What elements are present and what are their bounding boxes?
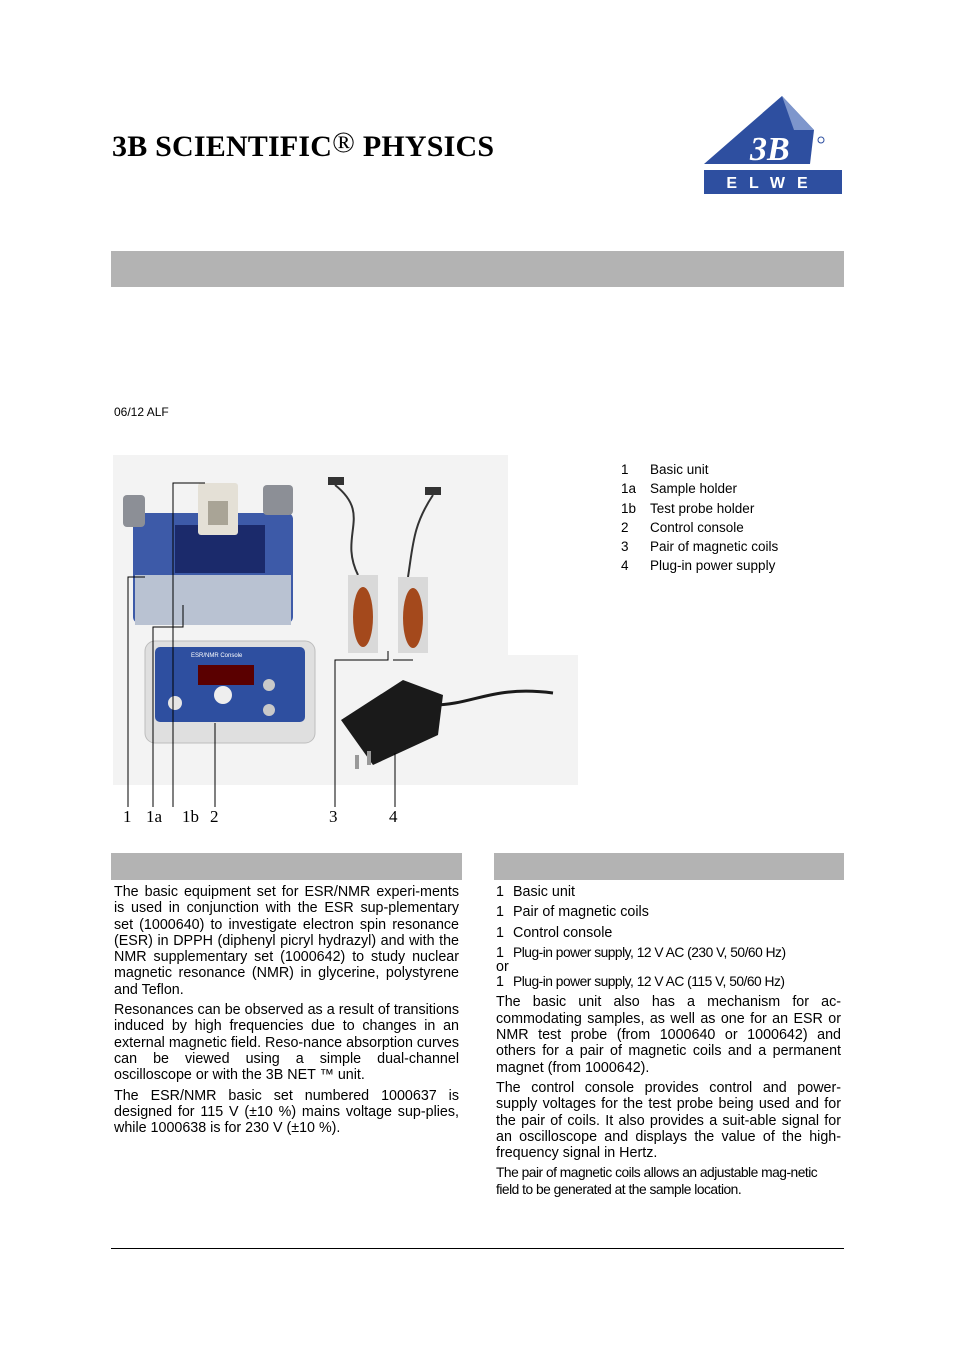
legend-item: 4 Plug-in power supply xyxy=(621,558,776,574)
paragraph: The basic equipment set for ESR/NMR experi-ments is used in conjunction with the ESR sup-plementary set (1000640) to investigate electron spin resonance (ESR) in DPPH (diphenyl picryl hydrazyl) and with the NMR supplementary set (1000642) to study nuclear magnetic resonance (NMR) in glycerine, polystyrene and Teflon. xyxy=(114,884,459,998)
callout-3: 3 xyxy=(329,807,338,826)
callout-2: 2 xyxy=(210,807,219,826)
paragraph: The ESR/NMR basic set numbered 1000637 is designed for 115 V (±10 %) mains voltage sup-plies, while 1000638 is for 230 V (±10 %). xyxy=(114,1087,459,1137)
brand-left: 3B SCIENTIFIC xyxy=(112,130,333,163)
list-item: 1 Basic unit xyxy=(496,884,575,900)
product-photo xyxy=(113,455,578,830)
footer-rule xyxy=(111,1248,844,1249)
list-item: 1 Pair of magnetic coils xyxy=(496,904,649,921)
elwe-logo xyxy=(702,96,842,194)
figure-legend xyxy=(621,460,778,576)
legend-item: 1 Basic unit xyxy=(621,462,709,477)
description-column xyxy=(114,884,459,1140)
callout-4: 4 xyxy=(389,807,398,826)
callout-1: 1 xyxy=(123,807,132,826)
paragraph: The control console provides control and power-supply voltages for the test probe being used and for the pair of coils. It also provides a suit-able signal for an oscilloscope and displays the value of the high-frequency signal in Hertz. xyxy=(496,1079,841,1162)
paragraph: The basic unit also has a mechanism for ac-commodating samples, as well as one for an ESR or NMR test probe (from 1000640 or 1000642) and others for a pair of magnetic coils and a permanent magnet (from 1000642). xyxy=(496,994,841,1076)
control-console-image xyxy=(145,641,315,743)
brand-right: PHYSICS xyxy=(355,130,495,163)
legend-item: 1b Test probe holder xyxy=(621,500,755,516)
title-bar xyxy=(111,251,844,287)
legend-item: 2 Control console xyxy=(621,519,744,535)
list-item: 1 Plug-in power supply, 12 V AC (115 V, 50/60 Hz) xyxy=(496,974,785,991)
section-bar-scope xyxy=(494,853,844,880)
brand-title xyxy=(112,126,495,164)
scope-column xyxy=(496,884,841,1198)
callout-1a: 1a xyxy=(146,807,163,826)
legend-item: 1a Sample holder xyxy=(621,481,738,497)
section-bar-description xyxy=(111,853,462,880)
logo-sub: ELWE xyxy=(726,175,820,192)
registered-mark: ® xyxy=(332,126,356,159)
date-code: 06/12 ALF xyxy=(114,405,169,419)
callout-1b: 1b xyxy=(182,807,199,826)
paragraph: Resonances can be observed as a result of transitions induced by high frequencies due to changes in an external magnetic field. Reso-nance absorption curves can be viewed using a simple dual-channel oscilloscope or with the 3B NET ™ unit. xyxy=(114,1002,459,1084)
logo-mark: 3B xyxy=(750,131,790,168)
list-item: 1 Plug-in power supply, 12 V AC (230 V, 50/60 Hz) xyxy=(496,944,786,961)
console-label: ESR/NMR Console xyxy=(191,653,243,659)
legend-item: 3 Pair of magnetic coils xyxy=(621,539,779,555)
list-item: 1 Control console xyxy=(496,924,613,941)
or-text: or xyxy=(496,959,509,976)
paragraph: The pair of magnetic coils allows an adjustable mag-netic field to be generated at the sample location. xyxy=(496,1165,818,1197)
